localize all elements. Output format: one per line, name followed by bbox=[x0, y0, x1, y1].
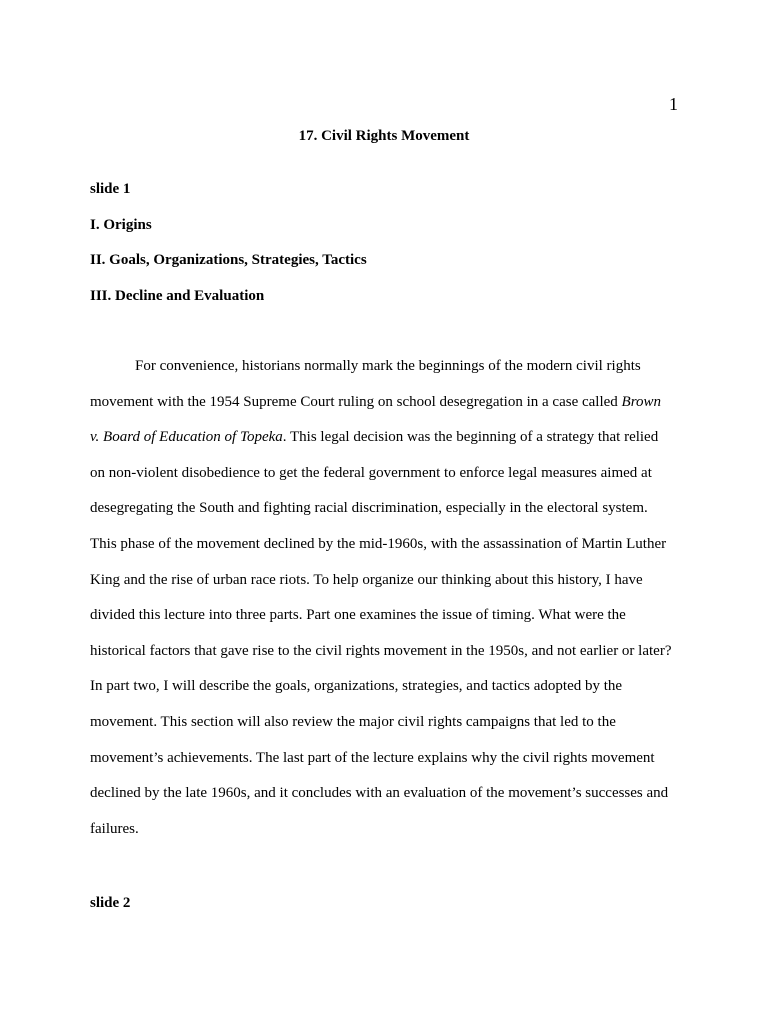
paragraph-line: movement’s achievements. The last part of the lecture explains why the civil rights movement bbox=[90, 749, 655, 766]
paragraph-text: . This legal decision was the beginning of a strategy that relied bbox=[282, 429, 659, 446]
paragraph-line: desegregating the South and fighting racial discrimination, especially in the electoral system. bbox=[90, 500, 648, 517]
paragraph-line: For convenience, historians normally mark the beginnings of the modern civil rights bbox=[135, 358, 641, 374]
outline-item-decline: III. Decline and Evaluation bbox=[90, 288, 265, 304]
paragraph-line: This phase of the movement declined by the mid-1960s, with the assassination of Martin Luther bbox=[90, 535, 667, 552]
paragraph-line bbox=[90, 385, 682, 421]
paragraph-line: King and the rise of urban race riots. To help organize our thinking about this history, I have bbox=[90, 571, 643, 588]
case-name-italic: v. Board of Education of Topeka bbox=[90, 429, 283, 446]
paragraph-text: movement with the 1954 Supreme Court ruling on school desegregation in a case called bbox=[90, 393, 622, 410]
paragraph-line: failures. bbox=[90, 820, 139, 837]
outline-item-goals: II. Goals, Organizations, Strategies, Tactics bbox=[90, 252, 367, 268]
paragraph-line: on non-violent disobedience to get the federal government to enforce legal measures aimed at bbox=[90, 464, 652, 481]
paragraph-line: divided this lecture into three parts. Part one examines the issue of timing. What were the bbox=[90, 607, 626, 624]
case-name-italic: Brown bbox=[621, 393, 661, 410]
paragraph-line bbox=[90, 420, 682, 456]
slide-label-2: slide 2 bbox=[90, 895, 131, 911]
slide-label-1: slide 1 bbox=[90, 181, 131, 197]
paragraph-line: declined by the late 1960s, and it concludes with an evaluation of the movement’s successes and bbox=[90, 785, 669, 802]
body-paragraph bbox=[90, 349, 682, 847]
paragraph-line: historical factors that gave rise to the civil rights movement in the 1950s, and not earlier or later? bbox=[90, 642, 672, 659]
page-number: 1 bbox=[669, 94, 678, 114]
outline-item-origins: I. Origins bbox=[90, 217, 152, 233]
paragraph-line: In part two, I will describe the goals, organizations, strategies, and tactics adopted by the bbox=[90, 678, 623, 695]
document-title: 17. Civil Rights Movement bbox=[298, 128, 470, 144]
paragraph-line: movement. This section will also review the major civil rights campaigns that led to the bbox=[90, 713, 616, 730]
